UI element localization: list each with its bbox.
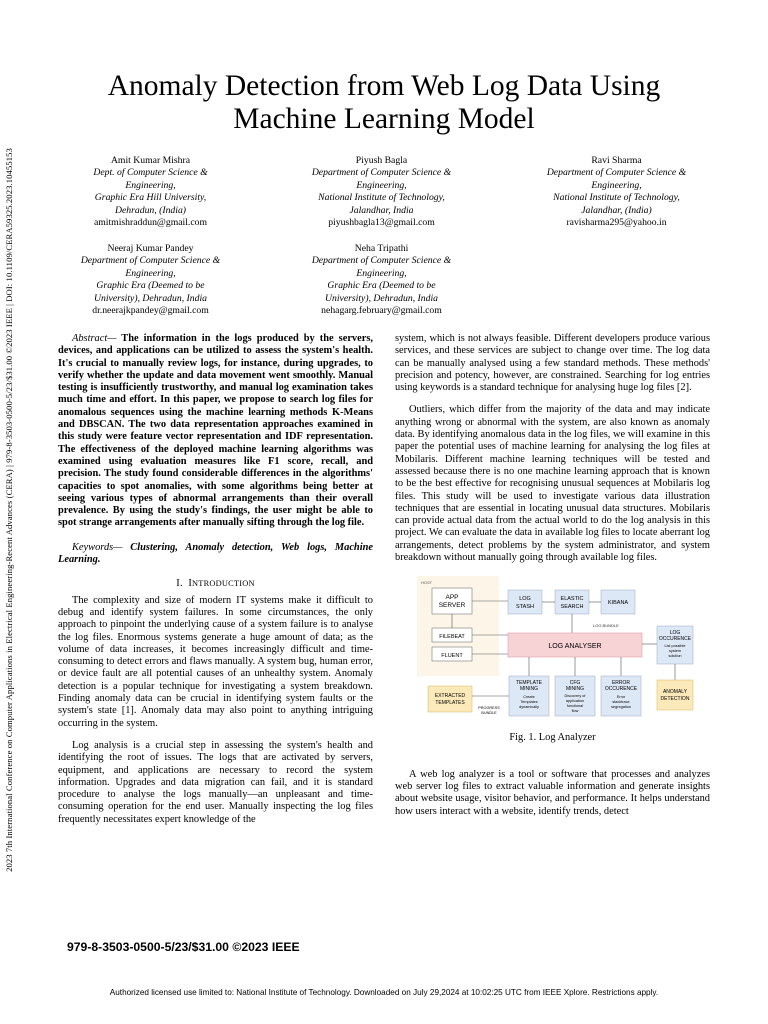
sidebar-citation — [2, 110, 16, 910]
anomaly-detection-label: ANOMALY — [662, 689, 688, 696]
author-name: Neha Tripathi — [354, 243, 409, 254]
author-affiliation-line: Department of Computer Science & — [80, 255, 221, 267]
author-affiliation-line: Engineering, — [125, 267, 176, 279]
anomaly-detection-label: DETECTION — [660, 696, 690, 703]
keywords-text: Clustering, Anomaly detection, Web logs, Machine Learning. — [58, 541, 373, 566]
template-mining-sub: Templates — [520, 700, 538, 705]
extracted-templates-box — [428, 686, 472, 712]
elastic-search-box — [555, 590, 589, 614]
keywords-lead: Keywords— — [72, 541, 123, 553]
section-title-initial: I — [188, 578, 193, 590]
cfg-mining-sub: application — [565, 699, 585, 704]
cfg-mining-sub: flow — [571, 709, 579, 714]
app-server-label: APP — [445, 594, 459, 602]
error-occurence-sub: Error — [616, 695, 626, 700]
anomaly-detection-box — [657, 680, 693, 710]
abstract-text: The information in the logs produced by the servers, devices, and applications can be utilized to assess the system's health. It's crucial to manually review logs, for instance, during upgrades, to verify whether the update and data movement went smoothly. Manual testing is insufficiently trustworthy, and manual log examination takes much time and effort. In this paper, we propose to search log files for anomalous sequences using the machine learning methods K-Means and DBSCAN. The two data representation approaches examined in this study were feature vector representation and IDF representation. The effectiveness of the deployed machine learning algorithms was examined using evaluation measures like F1 score, recall, and precision. The study found considerable differences in the algorithms' capacities to spot anomalies, with some algorithms being better at seeing various types of abnormal arrangements than their overall prevalence. By using the study's findings, the user might be able to spot strange arrangements after manually sifting through the log file. — [58, 333, 373, 529]
log-occurence-sub: system — [668, 649, 682, 654]
author-name: Ravi Sharma — [591, 155, 642, 166]
cfg-mining-label: MINING — [565, 686, 585, 693]
author-affiliation-line: University), Dehradun, India — [93, 292, 207, 304]
paper-title: Anomaly Detection from Web Log Data Using Machine Learning Model — [107, 70, 661, 135]
copyright-notice: 979-8-3503-0500-5/23/$31.00 ©2023 IEEE — [67, 940, 300, 954]
author-affiliation-line: Engineering, — [356, 179, 407, 191]
author-affiliation-line: Dehradun, (India) — [114, 204, 187, 216]
logstash-label: LOG — [519, 596, 531, 603]
extracted-templates-label: EXTRACTED — [434, 693, 466, 700]
section-title-rest: NTRODUCTION — [192, 579, 255, 589]
author-name: Amit Kumar Mishra — [110, 155, 191, 166]
log-occurence-label: OCCURENCE — [658, 636, 692, 643]
author-email: amitmishraddun@gmail.com — [93, 217, 208, 229]
author-block — [524, 155, 709, 229]
author-affiliation-line: Engineering, — [125, 179, 176, 191]
cfg-mining-sub: functional — [566, 704, 584, 709]
author-affiliation-line: Department of Computer Science & — [311, 167, 452, 179]
template-mining-sub: dynamically — [519, 705, 539, 710]
author-name: Piyush Bagla — [355, 155, 408, 166]
cfg-mining-sub: Discovery of — [564, 694, 586, 699]
progress-bundle-label: PROGRESS — [478, 706, 500, 711]
paragraph: Outliers, which differ from the majority of the data and may indicate anything wrong or abnormal with the system, are also known as anomaly data. By identifying anomalous data in the log files, we will examine in this paper the potential uses of machine learning for analysing the log files at Mobilaris. Different machine learning techniques will be tested and assessed because there is no one machine learning approach that is known to be the best effective for recognising unusual sequences at Mobilaris log files. This study will be used to investigate various data illustration techniques that are essential in locating unusual data structures. Mobilaris can provide actual data from the actual world to do the log analysis in this project. We can evaluate the data in available log files to locate aberrant log arrangements, detect problems by the system administrator, and system breakdown without manually going through available log files. — [395, 404, 710, 564]
author-name: Neeraj Kumar Pandey — [107, 243, 194, 254]
logstash-box — [508, 590, 542, 614]
app-server-box — [432, 588, 472, 614]
figure-caption: Fig. 1. Log Analyzer — [509, 732, 596, 744]
filebeat-label: FILEBEAT — [439, 634, 465, 641]
log-analyser-label: LOG ANALYSER — [548, 643, 602, 651]
author-block — [58, 243, 243, 317]
paragraph: system, which is not always feasible. Different developers produce various services, and these services are subject to change over time. The log data can be manually analysed using a few standard methods. These methods' precision and potency, however, are constrained. Searching for log entries using keywords is a standard technique for analysing huge log files [2]. — [395, 333, 710, 394]
error-occurence-sub: segregation — [611, 705, 631, 710]
author-affiliation-line: National Institute of Technology, — [553, 192, 680, 204]
author-affiliation-line: Graphic Era (Deemed to be — [327, 280, 436, 292]
author-affiliation-line: Engineering, — [591, 179, 642, 191]
app-server-label: SERVER — [438, 602, 466, 610]
fluent-label: FLUENT — [441, 653, 463, 660]
author-affiliation-line: University), Dehradun, India — [324, 292, 438, 304]
abstract — [58, 333, 373, 530]
author-email: ravisharma295@yahoo.in — [566, 217, 667, 229]
author-affiliation-line: Department of Computer Science & — [546, 167, 687, 179]
error-occurence-label: OCCURENCE — [604, 686, 638, 693]
keywords — [58, 542, 373, 567]
paragraph: The complexity and size of modern IT systems make it difficult to debug and identify system failures. In some circumstances, the only approach to pinpoint the underlying cause of a system failure is to analyse the log files. Enormous systems generate a huge amount of data; as the volume of data increases, it becomes increasingly difficult and time-consuming to detect errors and flaws manually. A system bug, human error, or device fault are all potential causes of an unhealthy system. Anomaly detection is a popular technique for investigating a system breakdown. Finding anomaly data can be crucial in identifying system faults or the system's state [1]. Anomaly data may also point to anything intriguing occurring in the system. — [58, 594, 373, 729]
elastic-search-label: SEARCH — [560, 604, 584, 611]
log-bundle-label: LOG BUNDLE — [593, 623, 619, 629]
author-block — [289, 243, 474, 317]
host-label: HOST — [421, 580, 433, 586]
author-email: nehagarg.february@gmail.com — [321, 305, 442, 317]
template-mining-label: TEMPLATE — [515, 680, 543, 687]
author-email: piyushbagla13@gmail.com — [328, 217, 435, 229]
section-heading-introduction — [58, 578, 373, 590]
license-footer: Authorized licensed use limited to: National Institute of Technology. Downloaded on July 29,2024 at 10:02:25 UTC from IEEE Xplore. Restrictions apply. — [109, 988, 659, 997]
template-mining-sub: Create — [523, 695, 535, 700]
left-column — [58, 333, 373, 826]
author-affiliation-line: Jalandhar, (India) — [581, 204, 652, 216]
progress-bundle-label: BUNDLE — [481, 711, 497, 716]
figure-log-analyzer — [395, 576, 710, 726]
right-column — [395, 333, 710, 818]
log-occurence-sub: List possible — [664, 644, 686, 649]
author-block — [58, 155, 243, 229]
log-occurence-sub: solution — [668, 654, 682, 659]
sidebar-citation-text: 2023 7th International Conference on Computer Applications in Electrical Engineering-Recent Advances (CERA) | 979-8-3503-0500-5/23/$31.00 ©2023 IEEE | DOI: 10.1109/CERA59325.2023.10455153 — [4, 148, 14, 872]
author-affiliation-line: Graphic Era Hill University, — [94, 192, 207, 204]
author-affiliation-line: National Institute of Technology, — [318, 192, 445, 204]
elastic-search-label: ELASTIC — [560, 596, 584, 603]
cfg-mining-label: CFG — [569, 680, 581, 687]
author-affiliation-line: Dept. of Computer Science & — [93, 167, 208, 179]
template-mining-label: MINING — [519, 686, 539, 693]
section-number: I. — [176, 578, 183, 590]
author-affiliation-line: Department of Computer Science & — [311, 255, 452, 267]
author-affiliation-line: Graphic Era (Deemed to be — [96, 280, 205, 292]
abstract-lead: Abstract— — [72, 333, 117, 344]
author-block — [289, 155, 474, 229]
extracted-templates-label: TEMPLATES — [435, 700, 465, 707]
author-affiliation-line: Engineering, — [356, 267, 407, 279]
log-analyzer-diagram — [395, 576, 710, 726]
paragraph: Log analysis is a crucial step in assessing the system's health and identifying the root of issues. The logs that are activated by servers, equipment, and applications are necessary to record the system information. Upgrades and data migration can fail, and it is standard procedure to analyse the logs manually—an unpleasant and time-consuming operation for the end user. Manually inspecting the log files frequently necessitates expert knowledge of the — [58, 739, 373, 825]
error-occurence-label: ERROR — [611, 680, 631, 687]
paragraph: A web log analyzer is a tool or software that processes and analyzes web server log files to extract valuable information and generate insights about website usage, visitor behavior, and performance. It helps understand how users interact with a website, identify trends, detect — [395, 768, 710, 817]
error-occurence-sub: stacktrace — [612, 700, 630, 705]
author-affiliation-line: Jalandhar, India — [349, 204, 414, 216]
kibana-label: KIBANA — [607, 600, 629, 607]
author-email: dr.neerajkpandey@gmail.com — [92, 305, 209, 317]
logstash-label: STASH — [516, 604, 534, 611]
log-occurence-label: LOG — [669, 630, 681, 637]
